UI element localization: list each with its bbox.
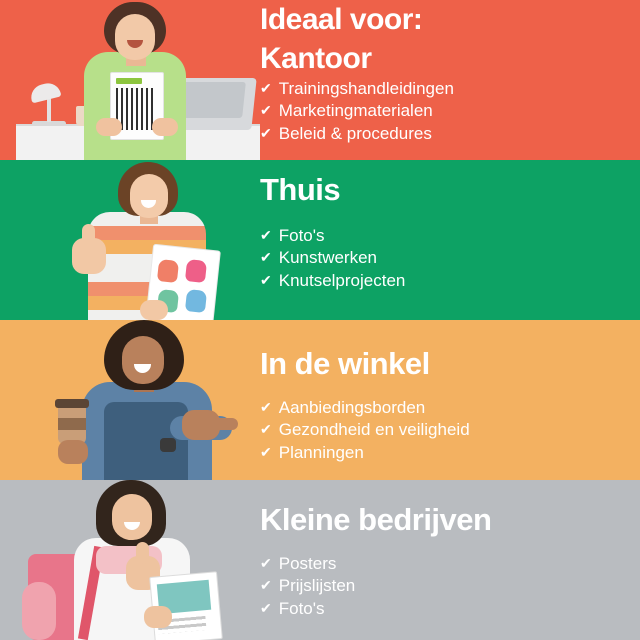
list-business-benefits bbox=[260, 553, 640, 621]
list-item-label: Trainingshandleidingen bbox=[278, 78, 454, 98]
list-item-label: Prijslijsten bbox=[278, 576, 356, 596]
coffee-cup-sleeve-shape bbox=[58, 418, 86, 430]
handprint-shape bbox=[157, 259, 179, 283]
list-item-label: Knutselprojecten bbox=[278, 270, 406, 290]
heading-home: Thuis bbox=[260, 172, 341, 207]
home-text-column bbox=[260, 160, 640, 292]
thumb-shape bbox=[82, 224, 95, 246]
right-hand-shape bbox=[152, 118, 178, 136]
pointing-finger-shape bbox=[212, 418, 238, 430]
store-text-column bbox=[260, 320, 640, 464]
check-icon: ✔ bbox=[260, 599, 272, 616]
list-item-label: Gezondheid en veiligheid bbox=[278, 420, 470, 440]
heading-small-business: Kleine bedrijven bbox=[260, 502, 492, 537]
list-item bbox=[260, 100, 640, 123]
wristwatch-shape bbox=[160, 438, 176, 452]
list-item bbox=[260, 575, 640, 598]
check-icon: ✔ bbox=[260, 421, 272, 438]
page-title: Ideaal voor: bbox=[260, 3, 423, 36]
list-item-label: Aanbiedingsborden bbox=[278, 397, 426, 417]
list-item-label: Beleid & procedures bbox=[278, 124, 432, 143]
check-icon: ✔ bbox=[260, 125, 272, 141]
list-item bbox=[260, 553, 640, 576]
photo-girl-with-handprint-art bbox=[0, 160, 260, 320]
band-home bbox=[0, 160, 640, 320]
check-icon: ✔ bbox=[260, 102, 272, 119]
list-item bbox=[260, 442, 640, 465]
office-text-column bbox=[260, 0, 640, 146]
list-item bbox=[260, 78, 640, 101]
band-small-business bbox=[0, 480, 640, 640]
check-icon: ✔ bbox=[260, 226, 272, 243]
handprint-shape bbox=[185, 259, 207, 283]
business-text-column bbox=[260, 480, 640, 620]
check-icon: ✔ bbox=[260, 249, 272, 266]
heading-store: In de winkel bbox=[260, 346, 430, 381]
list-item bbox=[260, 397, 640, 420]
person-face-shape bbox=[130, 174, 168, 218]
document-lines-shape bbox=[116, 88, 156, 130]
check-icon: ✔ bbox=[260, 271, 272, 288]
list-item-label: Foto's bbox=[278, 225, 325, 245]
handprint-shape bbox=[185, 289, 207, 313]
coffee-cup-lid-shape bbox=[55, 399, 89, 408]
check-icon: ✔ bbox=[260, 443, 272, 460]
list-item bbox=[260, 247, 640, 270]
lamp-head-shape bbox=[29, 81, 62, 104]
list-item-label: Marketingmaterialen bbox=[278, 101, 433, 121]
list-item-label: Foto's bbox=[278, 598, 325, 618]
person-face-shape bbox=[112, 494, 152, 540]
list-item-label: Kunstwerken bbox=[278, 248, 378, 268]
holding-hand-shape bbox=[144, 606, 172, 628]
list-item bbox=[260, 598, 640, 621]
list-office-benefits bbox=[260, 78, 640, 146]
person-face-shape bbox=[115, 14, 155, 60]
list-home-benefits bbox=[260, 225, 640, 293]
photo-barista-pointing bbox=[0, 320, 260, 480]
holding-hand-shape bbox=[140, 300, 168, 320]
list-item-label: Planningen bbox=[278, 442, 364, 462]
list-item bbox=[260, 123, 640, 146]
list-item bbox=[260, 419, 640, 442]
list-store-benefits bbox=[260, 397, 640, 465]
list-item bbox=[260, 270, 640, 293]
list-item bbox=[260, 225, 640, 248]
check-icon: ✔ bbox=[260, 79, 272, 96]
photo-office-woman-with-document bbox=[0, 0, 260, 160]
person-face-shape bbox=[122, 336, 164, 384]
check-icon: ✔ bbox=[260, 398, 272, 415]
document-header-shape bbox=[116, 78, 142, 84]
thumb-shape bbox=[136, 542, 149, 564]
cup-holding-hand-shape bbox=[58, 440, 88, 464]
check-icon: ✔ bbox=[260, 554, 272, 571]
check-icon: ✔ bbox=[260, 577, 272, 594]
heading-office: Kantoor bbox=[260, 42, 372, 76]
band-store bbox=[0, 320, 640, 480]
band-office bbox=[0, 0, 640, 160]
rolled-mat-shape bbox=[22, 582, 56, 640]
left-hand-shape bbox=[96, 118, 122, 136]
photo-woman-with-bag-and-poster bbox=[0, 480, 260, 640]
list-item-label: Posters bbox=[278, 553, 337, 573]
